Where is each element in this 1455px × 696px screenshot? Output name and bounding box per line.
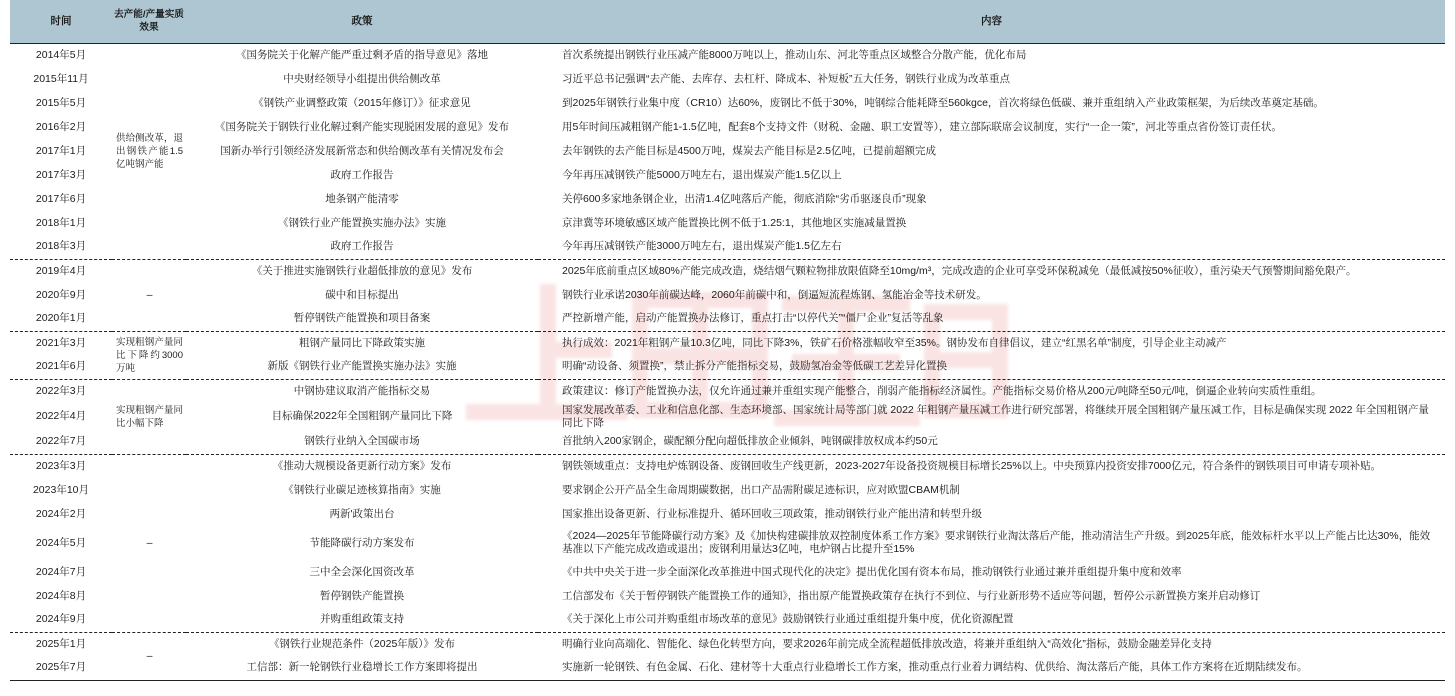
policy-cell: 《关于推进实施钢铁行业超低排放的意见》发布 bbox=[186, 259, 538, 283]
table-row bbox=[10, 379, 1445, 403]
table-row bbox=[10, 187, 1445, 211]
time-cell: 2019年4月 bbox=[10, 259, 112, 283]
table-row bbox=[10, 91, 1445, 115]
content-cell: 习近平总书记强调“去产能、去库存、去杠杆、降成本、补短板”五大任务，钢铁行业成为改革重点 bbox=[562, 72, 1010, 85]
content-cell: 去年钢铁的去产能目标是4500万吨，煤炭去产能目标是2.5亿吨，已提前超额完成 bbox=[562, 144, 936, 157]
time-cell: 2022年3月 bbox=[10, 379, 112, 403]
policy-cell: 《推动大规模设备更新行动方案》发布 bbox=[186, 454, 538, 478]
table-row bbox=[10, 560, 1445, 584]
table-row bbox=[10, 502, 1445, 526]
policy-cell: 三中全会深化国资改革 bbox=[309, 565, 415, 578]
time-cell: 2022年7月 bbox=[35, 435, 87, 448]
table-row bbox=[10, 584, 1445, 608]
content-cell: 用5年时间压减粗钢产能1-1.5亿吨，配套8个支持文件（财税、金融、职工安置等），建立部际联席会议制度，实行“一企一策”，河北等重点省份签订责任状。 bbox=[562, 120, 1282, 133]
policy-cell: 中钢协建议取消产能指标交易 bbox=[186, 379, 538, 403]
effect-cell: – bbox=[112, 454, 186, 632]
time-cell: 2025年7月 bbox=[10, 656, 112, 680]
table-row bbox=[10, 430, 1445, 454]
effect-cell: 实现粗钢产量同比下降约3000万吨 bbox=[112, 331, 186, 379]
content-cell: 《关于深化上市公司并购重组市场改革的意见》鼓励钢铁行业通过重组提升集中度，优化资源配置 bbox=[562, 613, 1014, 626]
table-row bbox=[10, 67, 1445, 91]
policy-cell: 政府工作报告 bbox=[330, 240, 394, 253]
policy-cell: 地条钢产能清零 bbox=[325, 192, 399, 205]
policy-cell: 粗钢产量同比下降政策实施 bbox=[186, 331, 538, 355]
time-cell: 2023年3月 bbox=[10, 454, 112, 478]
content-cell: 钢铁领域重点：支持电炉炼钢设备、废钢回收生产线更新，2023-2027年设备投资规模目标增长25%以上。中央预算内投资安排7000亿元，符合条件的钢铁项目可申请专项补贴。 bbox=[538, 454, 1445, 478]
content-cell: 京津冀等环境敏感区域产能置换比例不低于1.25:1，其他地区实施减量置换 bbox=[562, 216, 907, 229]
policy-cell: 钢铁行业纳入全国碳市场 bbox=[304, 435, 420, 448]
policy-cell: 新版《钢铁行业产能置换实施办法》实施 bbox=[267, 360, 457, 373]
policy-table bbox=[10, 0, 1445, 681]
time-cell: 2015年5月 bbox=[35, 96, 87, 109]
effect-cell: – bbox=[112, 259, 186, 331]
policy-cell: 政府工作报告 bbox=[330, 168, 394, 181]
time-cell: 2024年9月 bbox=[35, 613, 87, 626]
content-cell: 实施新一轮钢铁、有色金属、石化、建材等十大重点行业稳增长工作方案，推动重点行业着力调结构、优供给、淘汰落后产能，具体工作方案将在近期陆续发布。 bbox=[538, 656, 1445, 680]
time-cell: 2025年1月 bbox=[10, 632, 112, 656]
content-cell: 2025年底前重点区域80%产能完成改造，烧结烟气颗粒物排放限值降至10mg/m³，完成改造的企业可享受环保税减免（最低减按50%征收），重污染天气预警期间豁免限产。 bbox=[538, 259, 1445, 283]
table-row bbox=[10, 163, 1445, 187]
content-cell: 政策建议：修订产能置换办法，仅允许通过兼并重组实现产能整合，削弱产能指标经济属性。产能指标交易价格从200元/吨降至50元/吨，倒逼企业转向实质性重组。 bbox=[538, 379, 1445, 403]
table-row bbox=[10, 307, 1445, 331]
content-cell: 首次系统提出钢铁行业压减产能8000万吨以上，推动山东、河北等重点区域整合分散产能，优化布局 bbox=[562, 48, 1027, 61]
content-cell: 到2025年钢铁行业集中度（CR10）达60%，废钢比不低于30%，吨钢综合能耗降至560kgce，首次将绿色低碳、兼并重组纳入产业政策框架，为后续改革奠定基础。 bbox=[562, 96, 1324, 109]
header-policy: 政策 bbox=[186, 0, 538, 43]
header-content: 内容 bbox=[538, 0, 1445, 43]
policy-cell: 《国务院关于钢铁行业化解过剩产能实现脱困发展的意见》发布 bbox=[215, 120, 509, 133]
table-row bbox=[10, 115, 1445, 139]
time-cell: 2021年6月 bbox=[35, 360, 87, 373]
table-row bbox=[10, 656, 1445, 680]
policy-cell: 节能降碳行动方案发布 bbox=[309, 536, 415, 549]
time-cell: 2018年3月 bbox=[35, 240, 87, 253]
table-row bbox=[10, 454, 1445, 478]
table-row bbox=[10, 43, 1445, 67]
content-cell: 执行成效：2021年粗钢产量10.3亿吨，同比下降3%，铁矿石价格涨幅收窄至35%。钢协发布自律倡议，建立“红黑名单”制度，引导企业主动减产 bbox=[538, 331, 1445, 355]
policy-cell: 《钢铁产业调整政策（2015年修订）》征求意见 bbox=[253, 96, 471, 109]
table-row bbox=[10, 403, 1445, 430]
policy-cell: 《国务院关于化解产能严重过剩矛盾的指导意见》落地 bbox=[236, 48, 488, 61]
effect-cell: 实现粗钢产量同比小幅下降 bbox=[112, 379, 186, 454]
time-cell: 2021年3月 bbox=[10, 331, 112, 355]
table-row bbox=[10, 139, 1445, 163]
content-cell: 国家推出设备更新、行业标准提升、循环回收三项政策，推动钢铁行业产能出清和转型升级 bbox=[562, 507, 982, 520]
content-cell: 明确行业向高端化、智能化、绿色化转型方向，要求2026年前完成全流程超低排放改造，将兼并重组纳入“高效化”指标，鼓励金融差异化支持 bbox=[538, 632, 1445, 656]
content-cell: 钢铁行业承诺2030年前碳达峰，2060年前碳中和，倒逼短流程炼钢、氢能冶金等技术研发。 bbox=[562, 288, 987, 301]
table-row bbox=[10, 283, 1445, 307]
table-body bbox=[10, 43, 1445, 680]
time-cell: 2017年6月 bbox=[35, 192, 87, 205]
time-cell: 2022年4月 bbox=[35, 410, 87, 422]
policy-cell: 中央财经领导小组提出供给侧改革 bbox=[283, 72, 441, 85]
content-cell: 《中共中央关于进一步全面深化改革推进中国式现代化的决定》提出优化国有资本布局，推动钢铁行业通过兼并重组提升集中度和效率 bbox=[562, 565, 1182, 578]
content-cell: 今年再压减钢铁产能3000万吨左右，退出煤炭产能1.5亿左右 bbox=[562, 240, 842, 253]
policy-cell: 国新办举行引领经济发展新常态和供给侧改革有关情况发布会 bbox=[220, 144, 504, 157]
policy-cell: 《钢铁行业产能置换实施办法》实施 bbox=[278, 216, 446, 229]
policy-cell: 两新'政策出台 bbox=[329, 507, 395, 520]
content-cell: 今年再压减钢铁产能5000万吨左右，退出煤炭产能1.5亿以上 bbox=[562, 168, 842, 181]
time-cell: 2015年11月 bbox=[33, 72, 89, 85]
table-row bbox=[10, 331, 1445, 355]
effect-cell: – bbox=[112, 632, 186, 680]
table-row bbox=[10, 478, 1445, 502]
content-cell: 明确“动设备、须置换”，禁止拆分产能指标交易，鼓励氢冶金等低碳工艺差异化置换 bbox=[562, 360, 947, 373]
time-cell: 2020年9月 bbox=[35, 288, 87, 301]
effect-cell: 供给侧改革，退出钢铁产能1.5亿吨钢产能 bbox=[116, 132, 183, 170]
policy-cell: 暂停钢铁产能置换和项目备案 bbox=[293, 312, 431, 325]
time-cell: 2016年2月 bbox=[35, 120, 87, 133]
time-cell: 2018年1月 bbox=[35, 216, 87, 229]
time-cell: 2023年10月 bbox=[32, 483, 90, 496]
table-header bbox=[10, 0, 1445, 43]
policy-cell: 并购重组政策支持 bbox=[320, 613, 404, 626]
table-row bbox=[10, 211, 1445, 235]
header-row bbox=[10, 0, 1445, 43]
content-cell: 首批纳入200家钢企，碳配额分配向超低排放企业倾斜，吨钢碳排放权成本约50元 bbox=[562, 435, 938, 448]
table-row bbox=[10, 235, 1445, 259]
header-effect: 去产能/产量实质效果 bbox=[112, 0, 186, 43]
content-cell: 工信部发布《关于暂停钢铁产能置换工作的通知》，指出原产能置换政策存在执行不到位、与行业新形势不适应等问题，暂停公示新置换方案并启动修订 bbox=[562, 589, 1261, 602]
policy-cell: 《钢铁行业碳足迹核算指南》实施 bbox=[283, 483, 441, 496]
content-cell: 关停600多家地条钢企业，出清1.4亿吨落后产能，彻底消除“劣币驱逐良币”现象 bbox=[562, 192, 927, 205]
policy-cell: 暂停钢铁产能置换 bbox=[320, 589, 404, 602]
content-cell: 严控新增产能，启动产能置换办法修订，重点打击“以停代关”“僵尸企业”复活等乱象 bbox=[562, 312, 944, 325]
content-cell: 国家发展改革委、工业和信息化部、生态环境部、国家统计局等部门就 2022 年粗钢产量压减工作进行研究部署，将继续开展全国粗钢产量压减工作，目标是确保实现 2022 年全国粗钢产量同比下降 bbox=[562, 403, 1429, 429]
table-row bbox=[10, 526, 1445, 560]
content-cell: 要求钢企公开产品全生命周期碳数据，出口产品需附碳足迹标识，应对欧盟CBAM机制 bbox=[562, 483, 960, 496]
time-cell: 2017年1月 bbox=[35, 144, 87, 157]
table-row bbox=[10, 259, 1445, 283]
header-time: 时间 bbox=[10, 0, 112, 43]
content-cell: 《2024—2025年节能降碳行动方案》及《加快构建碳排放双控制度体系工作方案》要求钢铁行业淘汰落后产能，推动清洁生产升级。到2025年底，能效标杆水平以上产能占比达30%，能效基准以下产能完成改造或退出；废钢利用量达3亿吨，电炉钢占比提升至15% bbox=[562, 530, 1431, 555]
table-row bbox=[10, 632, 1445, 656]
time-cell: 2024年7月 bbox=[35, 565, 87, 578]
policy-cell: 《钢铁行业规范条件（2025年版）》发布 bbox=[186, 632, 538, 656]
policy-cell: 目标确保2022年全国粗钢产量同比下降 bbox=[271, 410, 453, 422]
time-cell: 2024年8月 bbox=[35, 589, 87, 602]
time-cell: 2024年5月 bbox=[35, 536, 87, 549]
policy-cell: 工信部：新一轮钢铁行业稳增长工作方案即将提出 bbox=[186, 656, 538, 680]
time-cell: 2024年2月 bbox=[35, 507, 87, 520]
table-row bbox=[10, 608, 1445, 632]
time-cell: 2017年3月 bbox=[35, 168, 87, 181]
table-row bbox=[10, 355, 1445, 379]
policy-cell: 碳中和目标提出 bbox=[325, 288, 399, 301]
time-cell: 2014年5月 bbox=[35, 48, 87, 61]
time-cell: 2020年1月 bbox=[35, 312, 87, 325]
